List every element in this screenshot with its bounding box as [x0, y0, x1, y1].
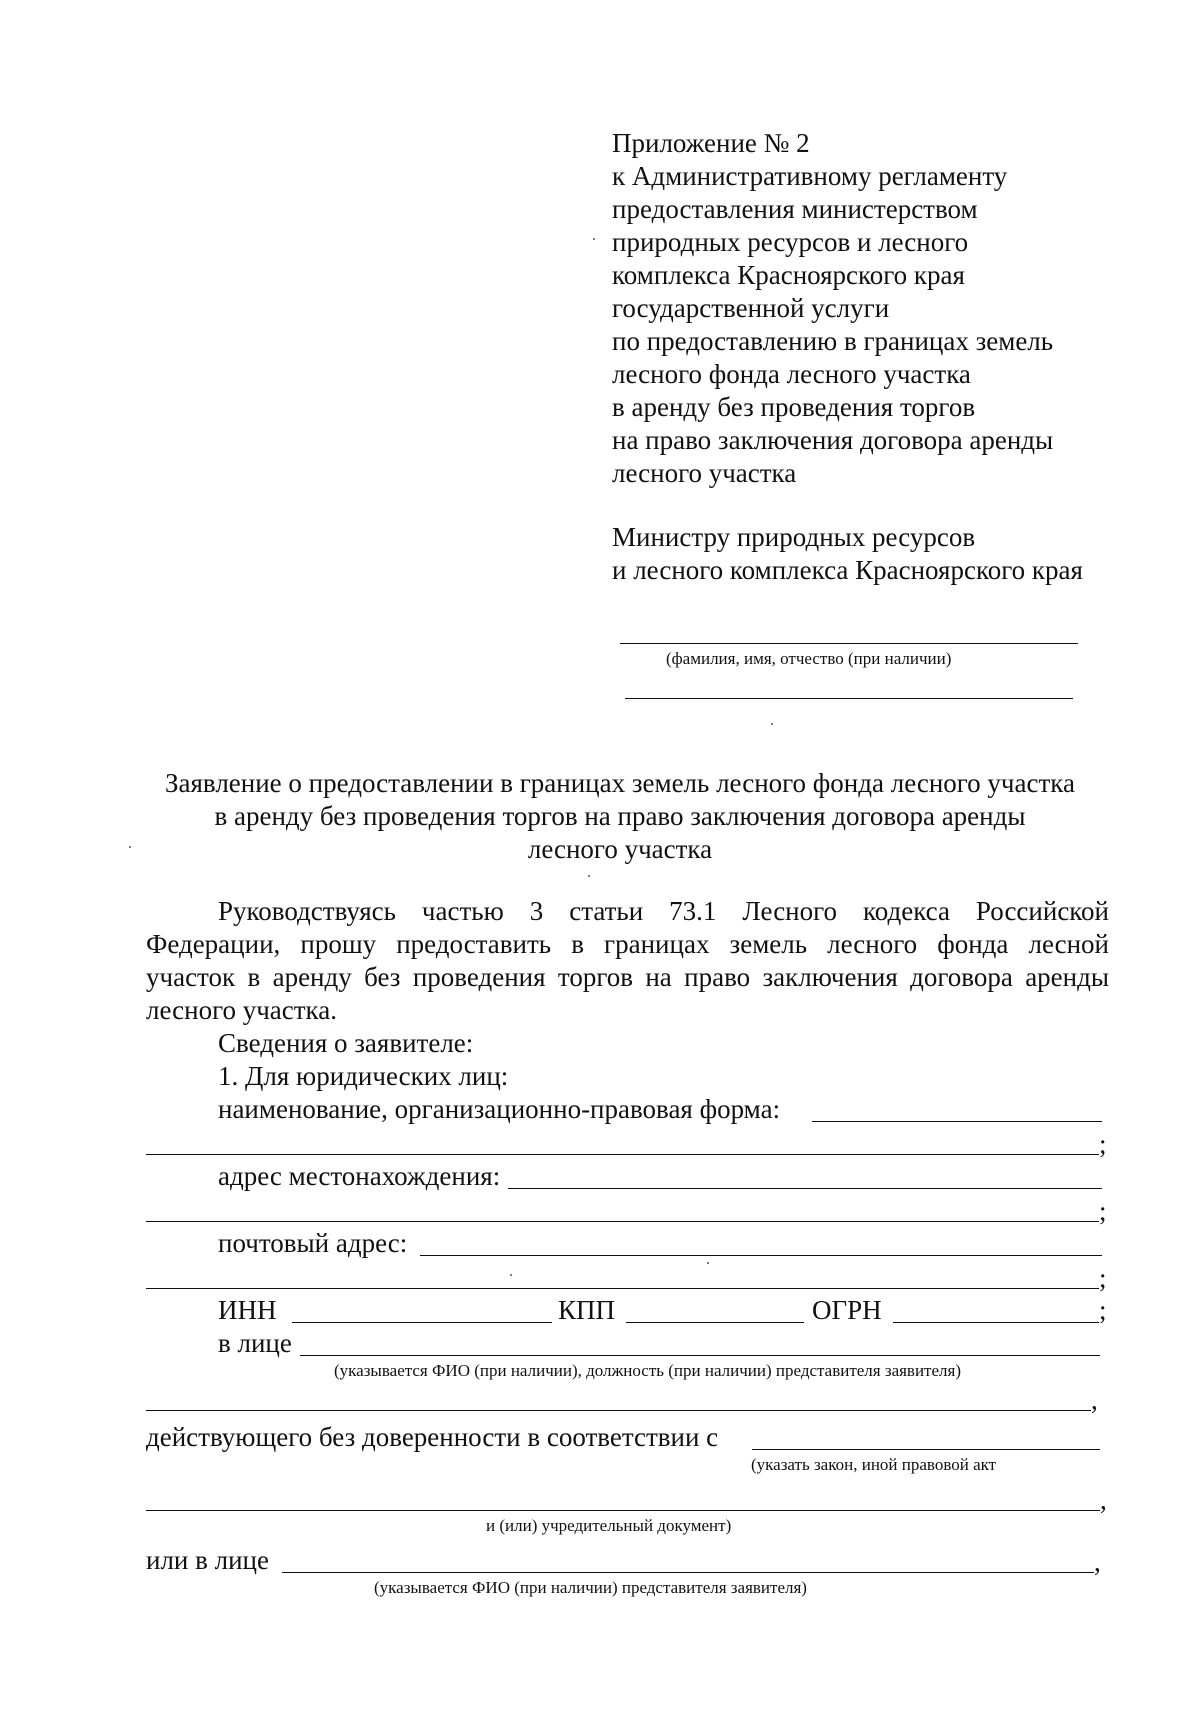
paragraph-line: Федерации, прошу предоставить в границах земель лесного фонда лесной [146, 929, 1109, 959]
name-field-line-2[interactable] [146, 1154, 1099, 1155]
inn-field-line[interactable] [292, 1322, 552, 1323]
annex-line: в аренду без проведения торгов [612, 392, 976, 422]
representative-field-line[interactable] [300, 1355, 1100, 1356]
annex-line: по предоставлению в границах земель [612, 326, 1054, 356]
semicolon: ; [1099, 1263, 1107, 1293]
comma: , [1094, 1547, 1101, 1577]
annex-line: природных ресурсов и лесного [612, 227, 969, 257]
postal-address-field-line-2[interactable] [146, 1288, 1099, 1289]
paragraph-line: участок в аренду без проведения торгов на право заключения договора аренды [146, 962, 1109, 992]
title-line: лесного участка [527, 834, 713, 864]
fio-caption: (фамилия, имя, отчество (при наличии) [666, 649, 952, 668]
postal-address-field-line[interactable] [420, 1255, 1102, 1256]
founding-doc-caption: и (или) учредительный документ) [486, 1516, 732, 1535]
address-field-line[interactable] [508, 1188, 1102, 1189]
annex-line: Приложение № 2 [612, 128, 810, 158]
scan-speck [707, 1262, 709, 1264]
comma: , [1100, 1485, 1107, 1515]
scan-speck [593, 238, 595, 240]
applicant-info-heading: Сведения о заявителе: [218, 1028, 474, 1058]
addressee-line: Министру природных ресурсов [612, 522, 976, 552]
legal-basis-field-line-2[interactable] [146, 1510, 1100, 1511]
represented-by-label: в лице [218, 1328, 292, 1358]
kpp-label: КПП [558, 1295, 616, 1325]
legal-entities-heading: 1. Для юридических лиц: [218, 1061, 509, 1091]
annex-line: государственной услуги [612, 293, 890, 323]
semicolon: ; [1099, 1196, 1107, 1226]
legal-basis-field-line[interactable] [752, 1449, 1100, 1450]
kpp-field-line[interactable] [626, 1322, 804, 1323]
scan-speck [588, 875, 590, 877]
name-field-line[interactable] [812, 1121, 1102, 1122]
comma: , [1091, 1385, 1098, 1415]
representative-caption: (указывается ФИО (при наличии), должность (при наличии) представителя заявителя) [334, 1361, 961, 1380]
address-label: адрес местонахождения: [218, 1161, 501, 1191]
scan-speck [510, 1274, 512, 1276]
annex-line: к Административному регламенту [612, 161, 1008, 191]
name-legal-form-label: наименование, организационно-правовая форма: [218, 1094, 781, 1124]
representative2-caption: (указывается ФИО (при наличии) представителя заявителя) [374, 1578, 807, 1597]
ogrn-field-line[interactable] [893, 1322, 1099, 1323]
representative-field-line-2[interactable] [146, 1410, 1091, 1411]
annex-line: лесного участка [612, 458, 797, 488]
annex-line: на право заключения договора аренды [612, 425, 1054, 455]
scan-speck [129, 846, 131, 848]
paragraph-line: лесного участка. [146, 995, 338, 1025]
annex-line: комплекса Красноярского края [612, 260, 965, 290]
postal-address-label: почтовый адрес: [218, 1228, 408, 1258]
acting-label: действующего без доверенности в соответствии с [146, 1422, 719, 1452]
or-represented-by-label: или в лице [146, 1545, 269, 1575]
addressee-line: и лесного комплекса Красноярского края [612, 555, 1083, 585]
inn-label: ИНН [218, 1295, 277, 1325]
legal-basis-caption: (указать закон, иной правовой акт [751, 1455, 997, 1474]
annex-line: предоставления министерством [612, 194, 978, 224]
address-field-line-2[interactable] [146, 1221, 1099, 1222]
title-line: Заявление о предоставлении в границах земель лесного фонда лесного участка [165, 768, 1075, 798]
annex-line: лесного фонда лесного участка [612, 359, 971, 389]
semicolon: ; [1099, 1295, 1107, 1325]
semicolon: ; [1099, 1129, 1107, 1159]
scan-speck [771, 723, 773, 725]
representative2-field-line[interactable] [282, 1572, 1094, 1573]
contact-field-line[interactable] [625, 698, 1073, 699]
paragraph-line: Руководствуясь частью 3 статьи 73.1 Лесного кодекса Российской [218, 896, 1109, 926]
title-line: в аренду без проведения торгов на право заключения договора аренды [214, 801, 1026, 831]
fio-field-line[interactable] [620, 643, 1078, 644]
ogrn-label: ОГРН [812, 1295, 882, 1325]
